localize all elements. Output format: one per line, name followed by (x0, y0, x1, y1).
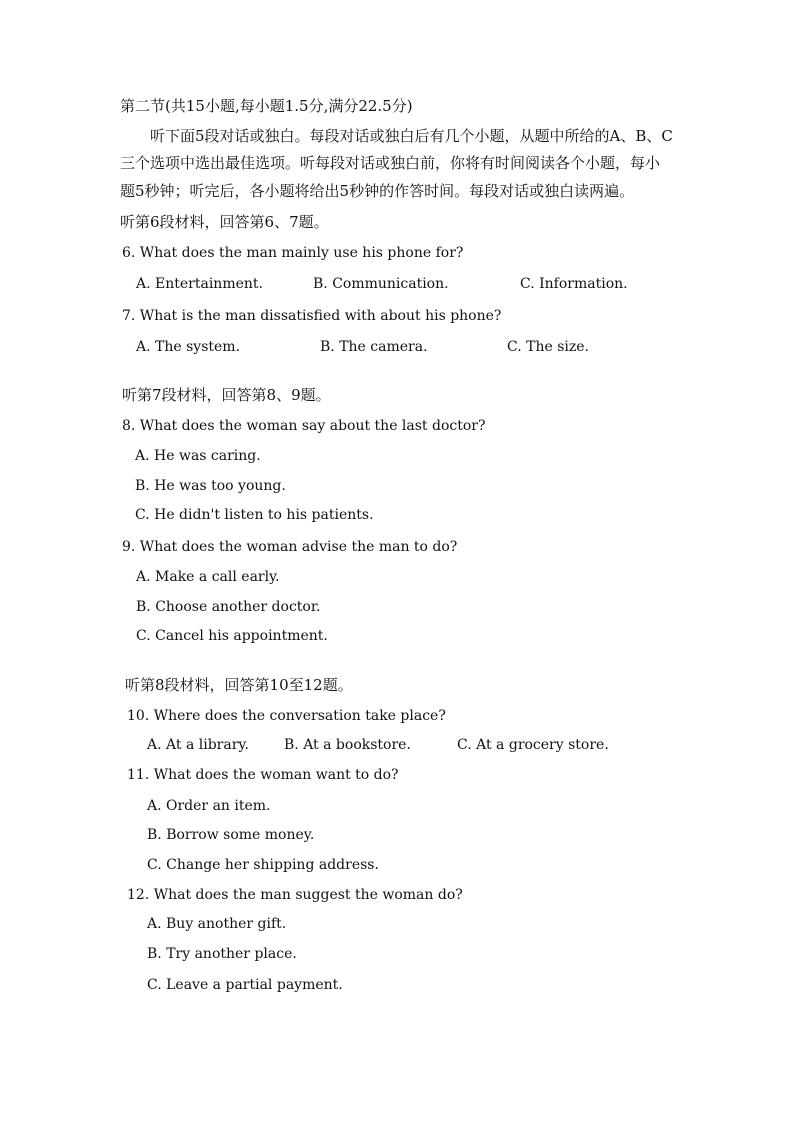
question-9-option-c[interactable]: C. Cancel his appointment. (136, 628, 328, 644)
question-12: 12. What does the man suggest the woman do? (127, 887, 463, 903)
question-12-option-b[interactable]: B. Try another place. (147, 946, 297, 962)
question-8-option-a[interactable]: A. He was caring. (135, 448, 261, 464)
group-heading-10-12: 听第8段材料，回答第10至12题。 (125, 676, 353, 694)
question-10-option-a[interactable]: A. At a library. (147, 737, 249, 753)
question-11-option-b[interactable]: B. Borrow some money. (147, 827, 315, 843)
question-11-option-c[interactable]: C. Change her shipping address. (147, 857, 379, 873)
question-12-option-a[interactable]: A. Buy another gift. (147, 916, 287, 932)
question-6-option-c[interactable]: C. Information. (520, 276, 628, 292)
group-heading-6-7: 听第6段材料，回答第6、7题。 (120, 213, 329, 231)
question-11-option-a[interactable]: A. Order an item. (147, 798, 271, 814)
question-10: 10. Where does the conversation take place? (127, 708, 446, 724)
question-10-option-b[interactable]: B. At a bookstore. (284, 737, 411, 753)
question-6-option-a[interactable]: A. Entertainment. (136, 276, 263, 292)
question-6-option-b[interactable]: B. Communication. (313, 276, 449, 292)
question-12-option-c[interactable]: C. Leave a partial payment. (147, 977, 343, 993)
question-7-option-b[interactable]: B. The camera. (320, 339, 428, 355)
question-8: 8. What does the woman say about the last doctor? (122, 418, 486, 434)
group-heading-8-9: 听第7段材料，回答第8、9题。 (122, 386, 331, 404)
instructions-line-2: 三个选项中选出最佳选项。听每段对话或独白前，你将有时间阅读各个小题，每小 (120, 154, 661, 172)
section-title: 第二节(共15小题,每小题1.5分,满分22.5分) (120, 97, 413, 115)
question-8-option-b[interactable]: B. He was too young. (135, 478, 286, 494)
question-9-option-b[interactable]: B. Choose another doctor. (136, 599, 321, 615)
question-9-option-a[interactable]: A. Make a call early. (136, 569, 280, 585)
question-7: 7. What is the man dissatisfied with about his phone? (122, 308, 502, 324)
question-7-option-a[interactable]: A. The system. (136, 339, 241, 355)
instructions-line-1: 听下面5段对话或独白。每段对话或独白后有几个小题，从题中所给的A、B、C (150, 127, 673, 145)
question-10-option-c[interactable]: C. At a grocery store. (457, 737, 609, 753)
question-6: 6. What does the man mainly use his phone for? (122, 245, 464, 261)
question-7-option-c[interactable]: C. The size. (507, 339, 589, 355)
question-9: 9. What does the woman advise the man to do? (122, 539, 458, 555)
question-11: 11. What does the woman want to do? (127, 767, 399, 783)
instructions-line-3: 题5秒钟；听完后，各小题将给出5秒钟的作答时间。每段对话或独白读两遍。 (120, 182, 635, 200)
question-8-option-c[interactable]: C. He didn't listen to his patients. (135, 507, 374, 523)
